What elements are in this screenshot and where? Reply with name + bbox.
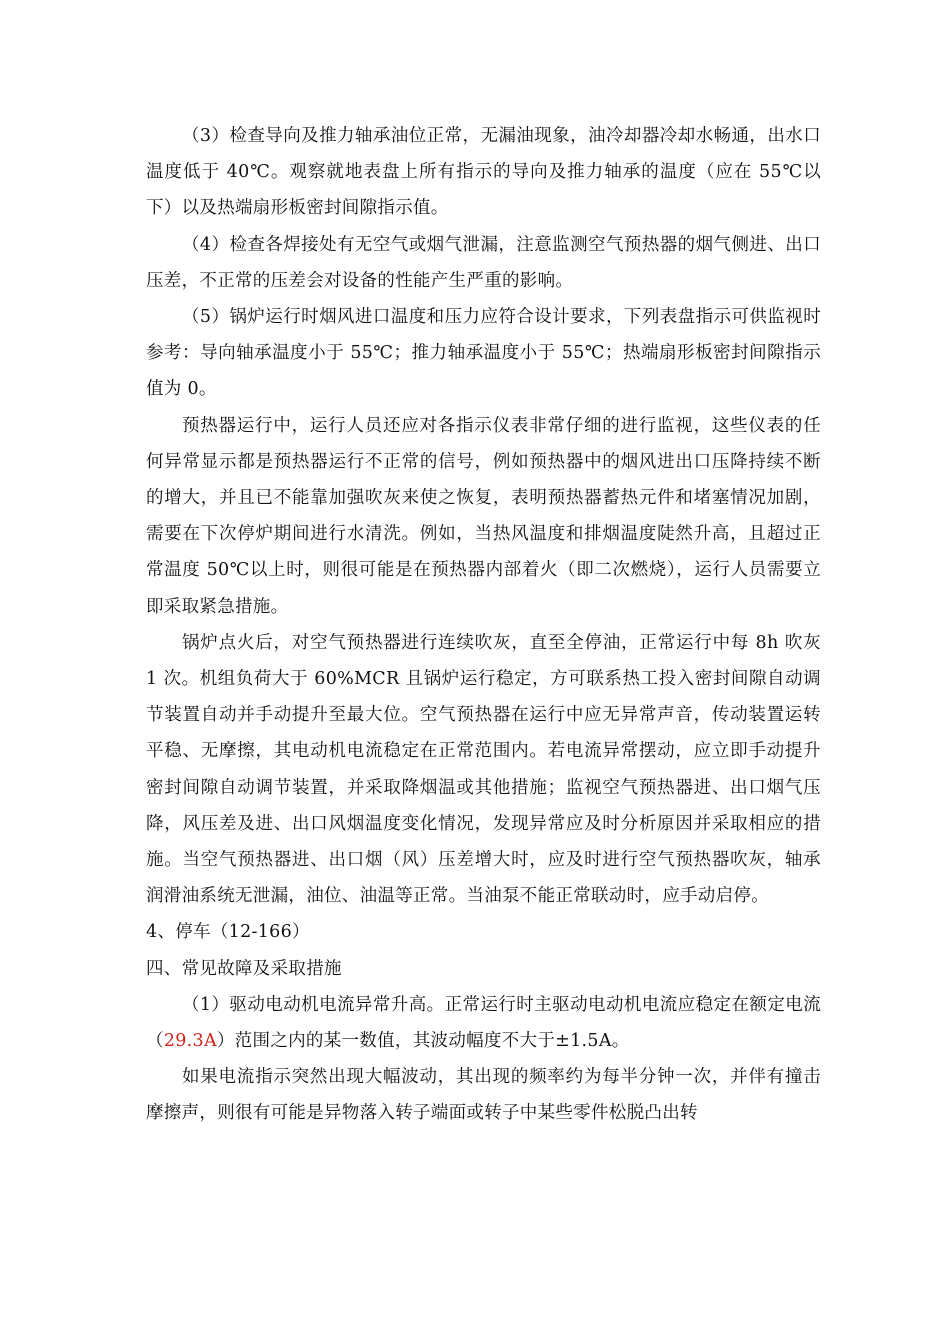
paragraph-weld-leak-check: （4）检查各焊接处有无空气或烟气泄漏，注意监测空气预热器的烟气侧进、出口压差，不正常的压差会对设备的性能产生严重的影响。 xyxy=(146,234,821,291)
paragraph-current-fluctuation: 如果电流指示突然出现大幅波动，其出现的频率约为每半分钟一次，并伴有撞击摩擦声，则很有可能是异物落入转子端面或转子中某些零件松脱凸出转 xyxy=(146,1067,821,1124)
paragraph-guide-thrust-bearing-check: （3）检查导向及推力轴承油位正常，无漏油现象，油冷却器冷却水畅通，出水口温度低于 40℃。观察就地表盘上所有指示的导向及推力轴承的温度（应在 55℃以下）以及热端扇形板密封间隙指示值。 xyxy=(146,126,821,219)
paragraph-operating-requirements: （5）锅炉运行时烟风进口温度和压力应符合设计要求，下列表盘指示可供监视时参考：导向轴承温度小于 55℃；推力轴承温度小于 55℃；热端扇形板密封间隙指示值为 0。 xyxy=(146,307,821,400)
section-heading-shutdown: 4、停车（12-166） xyxy=(146,922,310,943)
motor-current-text-after: ）范围之内的某一数值，其波动幅度不大于±1.5A。 xyxy=(216,1031,630,1052)
rated-current-value: 29.3A xyxy=(163,1031,217,1052)
document-body xyxy=(146,118,821,1132)
paragraph-instrument-monitoring: 预热器运行中，运行人员还应对各指示仪表非常仔细的进行监视，这些仪表的任何异常显示都是预热器运行不正常的信号，例如预热器中的烟风进出口压降持续不断的增大，并且已不能靠加强吹灰来使之恢复，表明预热器蓄热元件和堵塞情况加剧，需要在下次停炉期间进行水清洗。例如，当热风温度和排烟温度陡然升高，且超过正常温度 50℃以上时，则很可能是在预热器内部着火（即二次燃烧），运行人员需要立即采取紧急措施。 xyxy=(146,415,821,617)
paragraph-soot-blowing: 锅炉点火后，对空气预热器进行连续吹灰，直至全停油，正常运行中每 8h 吹灰 1 次。机组负荷大于 60%MCR 且锅炉运行稳定，方可联系热工投入密封间隙自动调节装置自动并手动提升至最大位。空气预热器在运行中应无异常声音，传动装置运转平稳、无摩擦，其电动机电流稳定在正常范围内。若电流异常摆动，应立即手动提升密封间隙自动调节装置，并采取降烟温或其他措施；监视空气预热器进、出口烟气压降，风压差及进、出口风烟温度变化情况，发现异常应及时分析原因并采取相应的措施。当空气预热器进、出口烟（风）压差增大时，应及时进行空气预热器吹灰，轴承润滑油系统无泄漏，油位、油温等正常。当油泵不能正常联动时，应手动启停。 xyxy=(146,632,821,907)
motor-current-text-before: （1）驱动电动机电流异常升高。正常运行时主驱动电动机电流应稳定在额定电流（ xyxy=(146,994,821,1052)
section-heading-common-faults: 四、常见故障及采取措施 xyxy=(146,958,342,979)
paragraph-motor-current xyxy=(146,987,821,1059)
